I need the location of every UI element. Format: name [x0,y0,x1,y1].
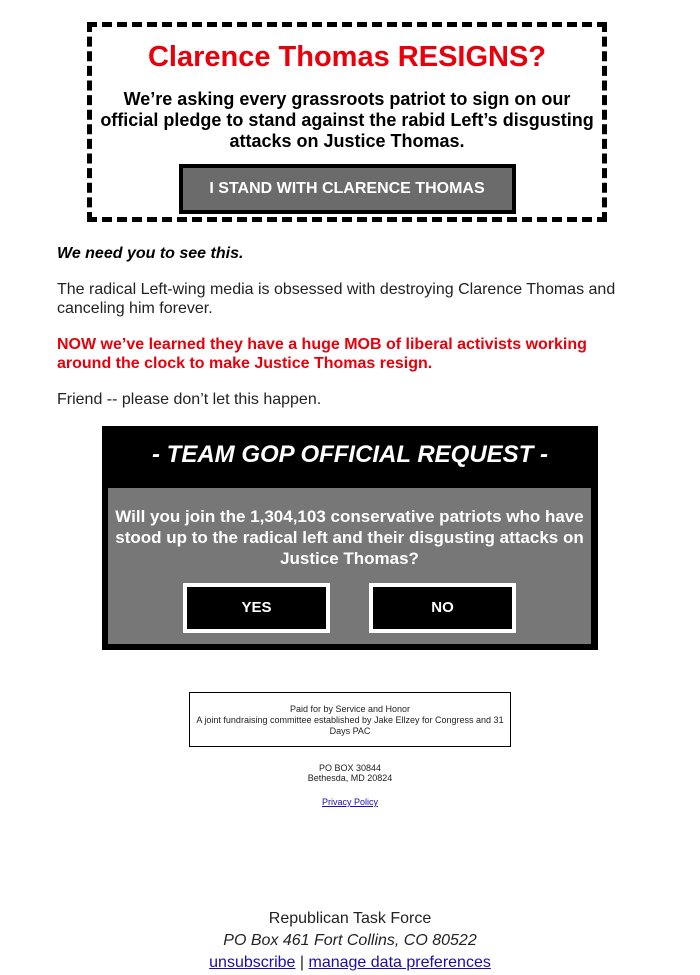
body-paragraph: The radical Left-wing media is obsessed with destroying Clarence Thomas and canceling him forever. [57,281,616,317]
pledge-banner [87,22,607,222]
request-body [108,488,591,644]
privacy-row [250,797,450,807]
lead-text: We need you to see this. [57,245,244,262]
official-request-panel [102,426,598,650]
footer-links [150,952,550,974]
body-paragraph: Friend -- please don’t let this happen. [57,391,322,408]
unsubscribe-link[interactable]: unsubscribe [209,954,296,971]
manage-preferences-link[interactable]: manage data preferences [308,954,491,971]
disclaimer-line: Paid for by Service and Honor [289,704,411,714]
paid-for-disclaimer [189,692,511,747]
headline: Clarence Thomas RESIGNS? [147,41,547,73]
address-line: Bethesda, MD 20824 [307,773,393,783]
footer-address: PO Box 461 Fort Collins, CO 80522 [223,932,477,949]
no-button[interactable]: NO [369,583,516,633]
yes-button[interactable]: YES [183,583,330,633]
stand-with-thomas-button[interactable]: I STAND WITH CLARENCE THOMAS [179,164,516,214]
footer [150,908,550,974]
answer-buttons [108,583,591,633]
footer-org: Republican Task Force [268,910,432,927]
privacy-policy-link[interactable]: Privacy Policy [321,797,378,807]
address-line: PO BOX 30844 [318,763,382,773]
mailing-address [250,763,450,783]
request-heading: - TEAM GOP OFFICIAL REQUEST - [152,441,548,468]
email-body [57,244,637,426]
request-question: Will you join the 1,304,103 conservative patriots who have stood up to the radical left and their disgusting attacks on Justice Thomas? [115,507,584,568]
link-separator: | [299,954,305,971]
alert-paragraph: NOW we’ve learned they have a huge MOB of liberal activists working around the clock to make Justice Thomas resign. [57,336,587,372]
pledge-description: We’re asking every grassroots patriot to sign on our official pledge to stand against the rabid Left’s disgusting attacks on Justice Thomas. [100,89,594,151]
disclaimer-line: A joint fundraising committee established by Jake Ellzey for Congress and 31 Days PAC [196,715,504,736]
